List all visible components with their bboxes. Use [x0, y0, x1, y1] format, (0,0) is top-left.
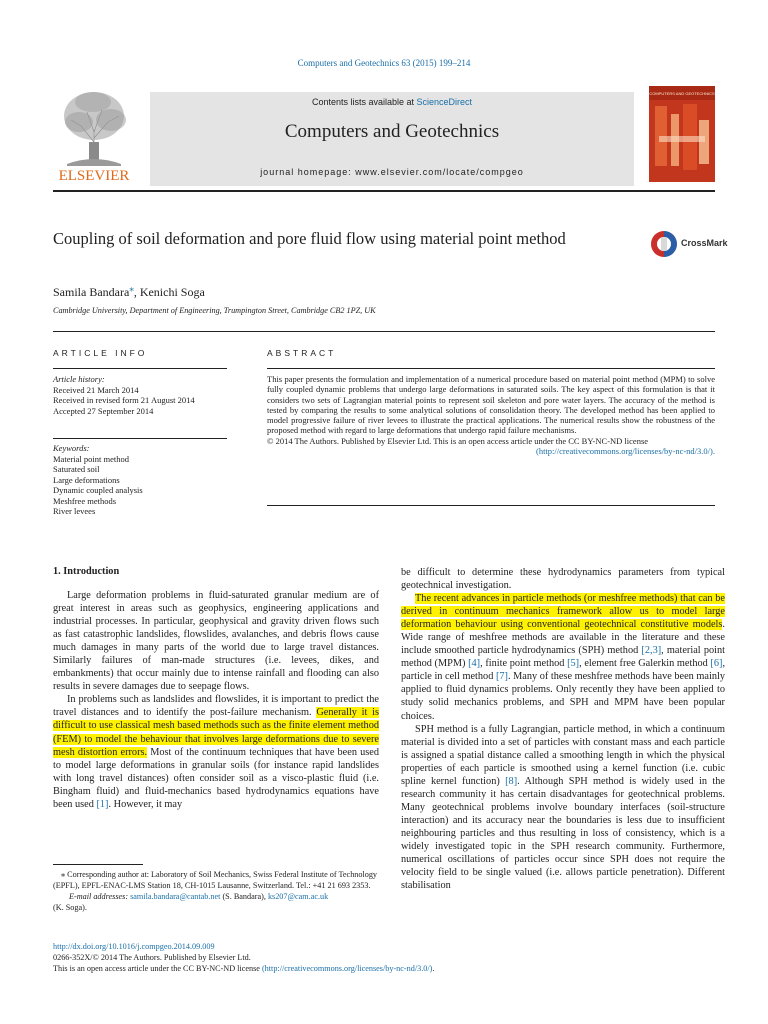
paragraph: be difficult to determine these hydrodynamics parameters from typical geotechnical investigation.	[401, 567, 725, 592]
left-column	[53, 589, 379, 811]
abstract-heading: ABSTRACT	[267, 348, 337, 358]
email-owner: (K. Soga).	[53, 903, 87, 912]
text-run: SPH method is a fully Lagrangian, particle method, in which a continuum material is divided into a set of particles with constant mass and each particle is assigned a spatial distance called a smoothing length in which the physical properties of each particle is smoothed using a kernel function (i.e. cubic spline kernel function)	[401, 723, 725, 787]
homepage-prefix: journal homepage:	[260, 167, 356, 177]
paragraph: Large deformation problems in fluid-saturated granular medium are of great interest in areas such as geophysics, engineering applications and industrial processes. In particular, geophysical and gravity driven flows such as fast catastrophic landslides, flowslides, avalanches, and debris flows cause much damages in many parts of the world due to large travel distances. Similarly failures of man-made structures (i.e. levees, dikes, and embankments) that occur mainly due to intense rainfall and flooding can also results in severe damages due to seepage flows.	[53, 590, 379, 693]
email-link[interactable]: samila.bandara@cantab.net	[130, 892, 221, 901]
article-history	[53, 374, 195, 416]
abstract-text: This paper presents the formulation and implementation of a numerical procedure based on material point method (MPM) to solve fully coupled dynamic problems that undergo large deformations in saturated soils. The key aspect of this formulation is that it considers two sets of Lagrangian material points to represent soil skeleton and pore water layers. The accuracy of the method is tested by comparing the results to some analytical solutions of consolidation theory. The developed method has been applied to model progressive failure of river levees to illustrate the practical applications. The numerical results show the robustness of the proposed method with regard to large deformations that undergo rapid failure mechanisms.	[267, 374, 715, 436]
reference-link[interactable]: [5]	[567, 658, 580, 670]
email-label: E-mail addresses:	[69, 892, 129, 901]
article-title: Coupling of soil deformation and pore fluid flow using material point method	[53, 229, 566, 248]
publisher-name: ELSEVIER	[58, 168, 130, 184]
license-link[interactable]: (http://creativecommons.org/licenses/by-nc-nd/3.0/).	[535, 446, 715, 457]
oa-prefix: This is an open access article under the CC BY-NC-ND license	[53, 964, 262, 973]
history-revised: Received in revised form 21 August 2014	[53, 395, 195, 405]
contents-line	[150, 97, 634, 107]
text-run: , finite point method	[480, 658, 568, 670]
author-1: Samila Bandara	[53, 285, 130, 299]
authors	[53, 283, 205, 300]
keyword: Material point method	[53, 453, 130, 464]
text-run: . Many of these meshfree methods have been mainly applied to fluid dynamics problems. Only recently they have been applied to study solid mechanics problems, and SPH and MPM have been popular choices.	[401, 671, 725, 722]
footnote	[53, 869, 379, 913]
history-label: Article history:	[53, 374, 105, 384]
reference-link[interactable]: [7]	[495, 671, 508, 683]
crossmark-icon	[650, 229, 678, 259]
history-separator	[53, 438, 227, 439]
homepage-url[interactable]: www.elsevier.com/locate/compgeo	[355, 167, 524, 177]
abstract-body	[267, 374, 715, 456]
title-rule	[53, 331, 715, 332]
keyword: Dynamic coupled analysis	[53, 485, 143, 495]
oa-license-link[interactable]: (http://creativecommons.org/licenses/by-nc-nd/3.0/)	[261, 964, 433, 973]
cover-title: COMPUTERS AND GEOTECHNICS	[649, 91, 715, 96]
email-owner: (S. Bandara),	[220, 892, 268, 901]
oa-suffix: .	[432, 964, 435, 973]
corresponding-author-mark[interactable]: ⁎	[129, 283, 134, 293]
issn-line: 0266-352X/© 2014 The Authors. Published by Elsevier Ltd.	[53, 953, 251, 962]
reference-link[interactable]: [4]	[468, 658, 481, 670]
text-run: , material point method (MPM)	[401, 645, 725, 670]
text-run: . However, it may	[108, 798, 183, 810]
keywords-label: Keywords:	[53, 443, 90, 453]
history-accepted: Accepted 27 September 2014	[53, 405, 154, 416]
paragraph	[401, 723, 725, 893]
sciencedirect-link[interactable]: ScienceDirect	[416, 97, 473, 107]
paragraph	[53, 693, 379, 810]
highlighted-text[interactable]: Generally it is difficult to use classical mesh based methods such as the finite element method (FEM) to model the behaviour that involves large deformations due to severe mesh distortion errors.	[53, 707, 379, 758]
journal-title: Computers and Geotechnics	[284, 121, 500, 142]
keyword: River levees	[53, 506, 96, 516]
abstract-license	[267, 436, 715, 446]
keyword: Saturated soil	[53, 464, 100, 474]
crossmark-label: CrossMark	[681, 238, 728, 248]
elsevier-logo	[53, 82, 135, 184]
abstract-license-url-line	[267, 446, 715, 456]
right-column	[401, 566, 725, 892]
keyword: Large deformations	[53, 474, 120, 485]
abstract-rule	[267, 368, 715, 369]
text-run: . Wide range of meshfree methods are available in the literature and these include smoothed particle hydrodynamics (SPH) method	[401, 619, 725, 657]
section-title: 1. Introduction	[53, 566, 120, 577]
text-run: In problems such as landslides and flowslides, it is important to predict the travel distances and to identify the post-failure mechanism.	[53, 694, 379, 719]
text-run: , particle in cell method	[401, 658, 726, 683]
reference-link[interactable]: [1]	[96, 798, 109, 810]
doi-link[interactable]: http://dx.doi.org/10.1016/j.compgeo.2014.09.009	[53, 942, 215, 951]
reference-link[interactable]: [2,3]	[641, 645, 662, 657]
author-separator: ,	[133, 285, 140, 299]
footnote-emails	[53, 891, 379, 902]
footnote-rule	[53, 864, 143, 865]
crossmark-badge[interactable]	[650, 229, 730, 259]
open-access-line	[53, 963, 434, 974]
footnote-mark: ⁎	[61, 870, 66, 879]
journal-homepage	[150, 167, 634, 177]
author-2: Kenichi Soga	[139, 285, 205, 299]
footnote-corresponding	[53, 869, 379, 891]
text-run: . Although SPH method is widely used in the research community it has certain disadvantages for geotechnical problems. Many geotechnical problems involve boundary interfaces (soil-structure interaction) and its accuracy near the boundaries is less due to insufficient neighbouring particles and thus resulting in loss of consistency, which is a widely investigated topic in the SPH research community. Furthermore, numerical oscillations of particles occur since SPH does not require the velocity field to be single valued (i.e. allows particle penetration). Different stabilisation	[401, 775, 725, 892]
journal-citation[interactable]: Computers and Geotechnics 63 (2015) 199–214	[297, 58, 471, 68]
affiliation: Cambridge University, Department of Engineering, Trumpington Street, Cambridge CB2 1PZ, UK	[53, 306, 376, 315]
reference-link[interactable]: [6]	[710, 658, 723, 670]
header-rule	[53, 190, 715, 192]
license-text: © 2014 The Authors. Published by Elsevier Ltd. This is an open access article under the CC BY-NC-ND license	[267, 435, 649, 446]
article-info-rule	[53, 368, 227, 369]
keyword: Meshfree methods	[53, 495, 117, 506]
journal-cover-image	[649, 86, 715, 182]
highlighted-text[interactable]: The recent advances in particle methods (or meshfree methods) that can be derived in continuum mechanics framework allow us to model large deformation behaviour using conventional geotechnical constitutive models	[401, 593, 725, 631]
footnote-text: Corresponding author at: Laboratory of Soil Mechanics, Swiss Federal Institute of Technology (EPFL), EPFL-ENAC-LMS Station 18, CH-1015 Lausanne, Switzerland. Tel.: +41 21 693 2353.	[53, 870, 378, 890]
abstract-end-rule	[267, 505, 715, 506]
paragraph	[401, 592, 725, 722]
page-footer	[53, 941, 434, 974]
history-received: Received 21 March 2014	[53, 384, 139, 395]
keywords	[53, 443, 143, 517]
text-run: , element free Galerkin method	[579, 658, 711, 670]
text-run: Most of the continuum techniques that have been used to model large deformations in granular soils (for instance rapid landslides with long travel distances) often consider soil as a visco-plastic fluid (i.e. Bingham fluid) and fluid-mechanics based hydrodynamics equations have been used	[53, 746, 379, 810]
email-link[interactable]: ks207@cam.ac.uk	[267, 892, 329, 901]
article-info-heading: ARTICLE INFO	[53, 348, 148, 358]
reference-link[interactable]: [8]	[505, 775, 518, 787]
contents-prefix: Contents lists available at	[311, 97, 417, 107]
